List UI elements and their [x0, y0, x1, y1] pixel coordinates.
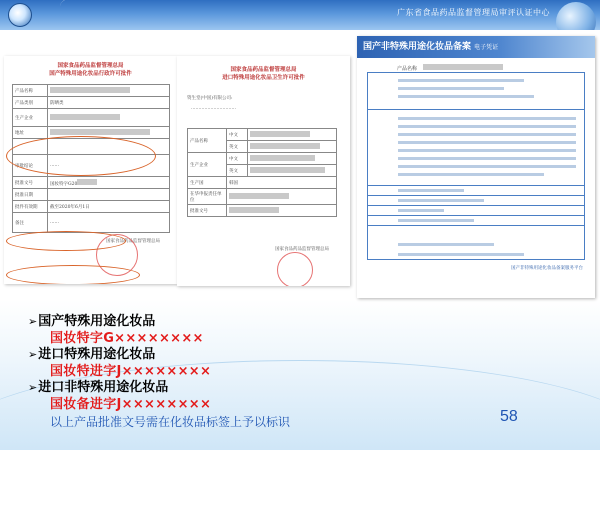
doc2-row-label: 中文	[227, 129, 248, 141]
doc2-row-label: 英文	[227, 165, 248, 177]
doc1-row-label: 地址	[13, 127, 48, 139]
doc3-header	[357, 36, 595, 58]
doc1-table: 产品名称 产品类别 防晒类 生产企业 地址 审批结论 …… 批准文号 国妆特字G20 批准日期 批件有效期 截至2020年6月1日 备注 ……	[12, 84, 170, 233]
banner-title: 广东省食品药品监督管理局审评认证中心	[397, 8, 550, 17]
doc3-product-label: 产品名称	[397, 66, 418, 72]
doc3-content-box	[367, 72, 585, 260]
label-requirement-note: 以上产品批准文号需在化妆品标签上予以标识	[50, 415, 291, 429]
doc1-title-line1: 国家食品药品监督管理总局	[57, 63, 124, 69]
list-item-code: 国妆特字G××××××××	[50, 330, 204, 346]
doc1-row-label: 备注	[13, 213, 48, 233]
doc2-title-line1: 国家食品药品监督管理总局	[230, 67, 297, 73]
highlight-ellipse	[6, 136, 156, 176]
doc1-row-label: 产品名称	[13, 85, 48, 97]
list-item-label: 进口特殊用途化妆品	[38, 347, 156, 362]
doc2-row-label: 生产企业	[188, 153, 227, 177]
header-banner	[0, 0, 600, 30]
approval-number-list	[28, 314, 448, 431]
doc1-validity: 截至2020年6月1日	[48, 201, 170, 213]
document-nonspecial-filing-certificate	[357, 36, 595, 298]
page-number: 58	[500, 408, 518, 425]
doc1-product-type: 防晒类	[48, 97, 170, 109]
highlight-ellipse	[6, 231, 126, 251]
doc1-row-label: 审批结论	[13, 155, 48, 177]
doc1-row-label: 批准文号	[13, 177, 48, 189]
doc2-row-label: 产品名称	[188, 129, 227, 153]
doc3-header-title: 国产非特殊用途化妆品备案	[363, 42, 472, 52]
document-imported-special-approval: 国家食品药品监督管理总局 进口特殊用途化妆品卫生许可批件 资生堂(中国)有限公司: ………………………… 产品名称 中文 英文 生产企业 中文 英文 生产国 韩国 在华申报责任单位 批准文号 国家食品药品监督管理总局	[177, 56, 350, 286]
list-item-code: 国妆特进字J××××××××	[50, 363, 212, 379]
doc1-footer: 国家食品药品监督管理总局	[106, 239, 160, 244]
doc1-row-label: 批件有效期	[13, 201, 48, 213]
arrow-icon: ➢	[28, 315, 38, 328]
doc2-row-label: 英文	[227, 141, 248, 153]
list-item-label: 进口非特殊用途化妆品	[38, 380, 169, 395]
highlight-ellipse	[6, 265, 140, 284]
doc1-approval-number: 国妆特字G20	[50, 181, 78, 187]
doc3-header-sub: 电子凭证	[474, 44, 499, 51]
arrow-icon: ➢	[28, 381, 38, 394]
doc2-row-label: 批准文号	[188, 205, 227, 217]
official-seal-icon	[277, 252, 313, 286]
doc2-title-line2: 进口特殊用途化妆品卫生许可批件	[222, 75, 305, 81]
doc1-row-label: 产品类别	[13, 97, 48, 109]
doc1-title-line2: 国产特殊用途化妆品行政许可批件	[49, 71, 132, 77]
list-item-code: 国妆备进字J××××××××	[50, 396, 212, 412]
agency-logo-icon	[8, 3, 32, 27]
doc2-row-label: 在华申报责任单位	[188, 189, 227, 205]
doc2-table	[187, 128, 337, 217]
doc1-row-label: 生产企业	[13, 109, 48, 127]
doc2-row-label: 中文	[227, 153, 248, 165]
doc2-company: 资生堂(中国)有限公司:	[187, 96, 233, 101]
doc3-footer-issuer: 国产非特殊用途化妆品备案服务平台	[511, 266, 583, 271]
doc2-footer: 国家食品药品监督管理总局	[275, 247, 329, 252]
list-item	[28, 314, 448, 331]
list-item	[28, 347, 448, 364]
doc2-row-label: 生产国	[188, 177, 227, 189]
arrow-icon: ➢	[28, 348, 38, 361]
document-domestic-special-approval	[4, 56, 177, 284]
doc2-country: 韩国	[227, 177, 337, 189]
doc1-row-label: 批准日期	[13, 189, 48, 201]
list-item	[28, 380, 448, 397]
list-item-label: 国产特殊用途化妆品	[38, 314, 156, 329]
